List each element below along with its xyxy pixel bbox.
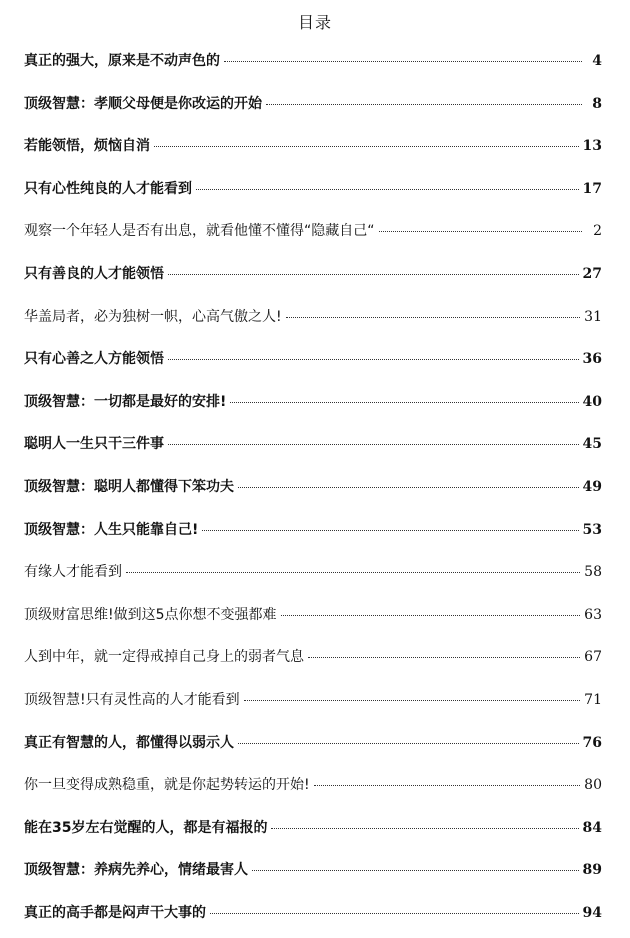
toc-entry-title: 只有善良的人才能领悟 <box>24 265 164 282</box>
dot-leader <box>379 230 582 232</box>
dot-leader <box>308 656 580 658</box>
toc-entry <box>24 722 602 765</box>
dot-leader <box>210 912 579 914</box>
dot-leader <box>281 614 581 616</box>
toc-entry-title: 顶级智慧!只有灵性高的人才能看到 <box>24 691 240 708</box>
toc-entry <box>24 253 602 296</box>
toc-entry-title: 有缘人才能看到 <box>24 564 122 581</box>
toc-entry-title: 只有心性纯良的人才能看到 <box>24 180 192 197</box>
dot-leader <box>266 103 582 105</box>
toc-entry-title: 顶级智慧：一切都是最好的安排! <box>24 393 227 410</box>
toc-entry <box>24 40 602 83</box>
toc-entry-page-number: 36 <box>582 351 602 368</box>
toc-entry <box>24 892 602 935</box>
toc-entry-title: 顶级财富思维!做到这5点你想不变强都难 <box>24 606 277 623</box>
toc-entry-title: 人到中年，就一定得戒掉自己身上的弱者气息 <box>24 649 304 666</box>
dot-leader <box>238 486 579 488</box>
toc-entry-title: 只有心善之人方能领悟 <box>24 351 164 368</box>
dot-leader <box>154 145 579 147</box>
toc-entry-page-number: 27 <box>582 265 602 282</box>
dot-leader <box>271 827 578 829</box>
toc-entry-title: 观察一个年轻人是否有出息，就看他懂不懂得“隐藏自己“ <box>24 223 375 240</box>
toc-entry <box>24 83 602 126</box>
toc-entry-page-number: 17 <box>582 180 602 197</box>
toc-entry-title: 顶级智慧：人生只能靠自己! <box>24 521 199 538</box>
toc-entry <box>24 381 602 424</box>
toc-entry-title: 真正有智慧的人，都懂得以弱示人 <box>24 734 234 751</box>
dot-leader <box>244 699 581 701</box>
toc-list <box>24 40 602 934</box>
toc-entry-page-number: 40 <box>582 393 602 410</box>
dot-leader <box>230 401 578 403</box>
toc-entry <box>24 551 602 594</box>
toc-entry <box>24 466 602 509</box>
toc-entry-page-number: 31 <box>584 308 602 325</box>
toc-entry <box>24 636 602 679</box>
dot-leader <box>202 529 578 531</box>
toc-entry-page-number: 67 <box>584 649 602 666</box>
dot-leader <box>168 273 579 275</box>
toc-entry-page-number: 53 <box>582 521 602 538</box>
dot-leader <box>168 358 579 360</box>
dot-leader <box>314 784 581 786</box>
toc-entry-title: 若能领悟，烦恼自消 <box>24 138 150 155</box>
toc-entry <box>24 296 602 339</box>
toc-entry-page-number: 71 <box>584 691 602 708</box>
dot-leader <box>238 742 579 744</box>
toc-entry-page-number: 13 <box>582 138 602 155</box>
dot-leader <box>252 869 579 871</box>
toc-entry-page-number: 89 <box>582 862 602 879</box>
toc-entry-page-number: 58 <box>584 564 602 581</box>
toc-entry-page-number: 8 <box>592 95 602 112</box>
toc-entry-title: 华盖局者，必为独树一帜，心高气傲之人! <box>24 308 282 325</box>
dot-leader <box>286 316 581 318</box>
toc-entry <box>24 125 602 168</box>
toc-entry <box>24 807 602 850</box>
toc-entry <box>24 168 602 211</box>
toc-entry-title: 聪明人一生只干三件事 <box>24 436 164 453</box>
toc-entry-page-number: 76 <box>582 734 602 751</box>
toc-entry-title: 顶级智慧：养病先养心，情绪最害人 <box>24 862 248 879</box>
toc-entry <box>24 423 602 466</box>
toc-entry-page-number: 45 <box>582 436 602 453</box>
dot-leader <box>126 571 580 573</box>
toc-entry-page-number: 94 <box>582 904 602 921</box>
toc-entry <box>24 509 602 552</box>
dot-leader <box>224 60 582 62</box>
toc-entry <box>24 764 602 807</box>
dot-leader <box>196 188 579 190</box>
toc-entry-title: 顶级智慧：孝顺父母便是你改运的开始 <box>24 95 262 112</box>
toc-entry <box>24 679 602 722</box>
toc-entry-page-number: 2 <box>593 223 602 240</box>
toc-entry-title: 你一旦变得成熟稳重，就是你起势转运的开始! <box>24 777 310 794</box>
toc-entry-title: 真正的高手都是闷声干大事的 <box>24 904 206 921</box>
toc-entry-page-number: 63 <box>584 606 602 623</box>
dot-leader <box>168 443 579 445</box>
toc-entry-page-number: 84 <box>582 819 602 836</box>
toc-entry <box>24 338 602 381</box>
page-title: 目录 <box>297 13 332 32</box>
toc-entry-page-number: 4 <box>592 53 602 69</box>
toc-entry-title: 顶级智慧：聪明人都懂得下笨功夫 <box>24 478 234 495</box>
toc-entry <box>24 849 602 892</box>
toc-entry <box>24 594 602 637</box>
toc-entry-page-number: 49 <box>582 478 602 495</box>
toc-entry-title: 真正的强大，原来是不动声色的 <box>24 53 220 69</box>
toc-entry-page-number: 80 <box>584 777 602 794</box>
toc-entry-title: 能在35岁左右觉醒的人，都是有福报的 <box>24 819 268 836</box>
toc-entry <box>24 210 602 253</box>
